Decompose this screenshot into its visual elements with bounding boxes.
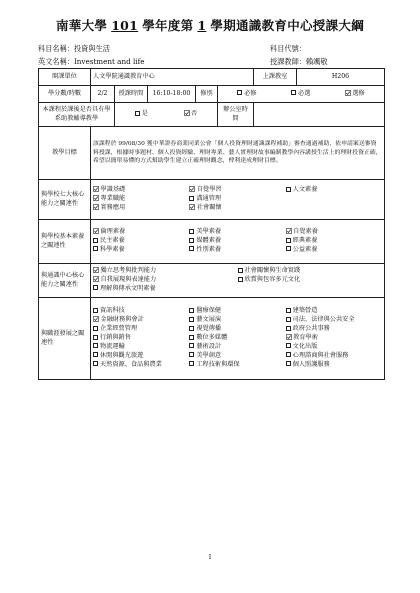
checkbox-label: 企業經營管理 [100,325,138,333]
checkbox-option[interactable] [238,267,383,276]
checkbox-icon[interactable] [189,335,194,340]
checkbox-label: 天然資源、食品與農業 [100,360,162,368]
checkbox-icon[interactable] [189,326,194,331]
checkbox-label: 行銷與銷售 [100,334,131,341]
type-label: 修別 [196,86,218,103]
checkbox-icon[interactable] [189,308,194,313]
row-career [39,298,385,380]
checkbox-label: 政府公共事務 [292,325,330,333]
checkbox-option[interactable] [286,343,382,352]
course-code: 科目代號： [270,44,306,53]
checkbox-icon[interactable] [237,90,242,95]
checkbox-label: 理解與傳承文明素養 [100,284,156,292]
room-label: 上課教室 [254,69,297,86]
checkbox-option[interactable] [189,307,285,316]
checkbox-label: 社會關懷與生命實踐 [244,267,301,275]
checkbox-option[interactable] [93,204,189,213]
checkbox-label: 學識基礎 [100,186,126,194]
checkbox-label: 藝術設計 [196,342,222,350]
checkbox-option[interactable] [286,361,382,370]
option-column [238,267,383,294]
basic-label: 與學校基本素養之關連性 [39,220,91,264]
checkbox-icon[interactable] [286,317,291,322]
checkbox-option[interactable] [93,343,189,352]
checkbox-icon[interactable] [93,285,98,290]
option-column [286,228,382,255]
title-suffix: 學期通識教育中心授課大綱 [210,18,364,33]
core-label: 與學校七大核心能力之關連性 [39,180,91,220]
option-column [286,186,382,213]
syllabus-table [38,68,385,380]
checkbox-icon[interactable] [189,361,194,366]
checkbox-option[interactable] [345,90,365,99]
checkbox-option[interactable] [93,237,189,246]
assist-label: 本課程於課後是否具有學系助教輔導教學 [39,103,115,127]
checkbox-icon[interactable] [189,196,194,201]
checkbox-option[interactable] [286,237,382,246]
row-center [39,264,385,298]
checkbox-icon[interactable] [286,326,291,331]
checkbox-option[interactable] [286,186,382,195]
checkbox-option[interactable] [189,325,285,334]
checkbox-option[interactable] [93,285,238,294]
checkbox-label: 倫理素養 [100,228,126,236]
checkbox-option[interactable] [237,90,256,99]
checkbox-label: 自我展現與表達能力 [100,276,157,283]
checkbox-label: 選修 [352,89,365,97]
checkbox-option[interactable] [93,276,238,285]
credit-value: 2/2 [91,86,115,103]
checkbox-label: 否 [191,110,198,117]
checkbox-option[interactable] [184,110,198,119]
goal-text: 該課程於 99/08/30 獲中華證券商業同業公會「個人投資理財通識課程補助」審查通過補助，依申請案送審資料授課，根據時事題材、個人投資經驗、理財專業、藝人實理財故事編制教學內容講授生活上的理財投資正確，希望以簡單易懂的方式幫助學生建立正確理財觀念，俾利達成理財目標。 [91,127,385,180]
unit-value: 人文學院通識教育中心 [91,69,254,86]
checkbox-option[interactable] [93,334,189,343]
checkbox-icon[interactable] [238,277,243,282]
checked-checkbox-icon[interactable] [93,228,99,234]
checkbox-label: 美學素養 [196,228,222,236]
checkbox-icon[interactable] [286,352,291,357]
checkbox-label: 自覺學習 [196,186,222,194]
checkbox-label: 司法、法律與公共安全 [292,316,355,324]
checkbox-label: 人文素養 [292,186,318,194]
checkbox-option[interactable] [93,352,189,361]
checkbox-icon[interactable] [286,238,291,243]
checkbox-option[interactable] [286,228,382,237]
center-label: 與通識中心核心能力之關連性 [39,264,91,298]
core-options [91,180,385,220]
time-label: 授課時間 [115,86,148,103]
row-core [39,180,385,220]
checkbox-option[interactable] [93,195,189,204]
office-label: 辦公室時 間 [218,103,254,127]
checked-checkbox-icon[interactable] [93,267,99,273]
checkbox-label: 休閒與觀光旅遊 [100,351,144,359]
checked-checkbox-icon[interactable] [93,204,99,210]
checkbox-icon[interactable] [93,238,98,243]
checkbox-option[interactable] [189,316,285,325]
checkbox-option[interactable] [286,334,382,343]
page-number: 1 [208,554,212,561]
checkbox-icon[interactable] [93,343,98,348]
term-number: 1 [197,18,207,33]
option-column [189,228,285,255]
checkbox-option[interactable] [93,246,189,255]
office-value [254,103,385,127]
checkbox-option[interactable] [135,110,148,119]
checkbox-label: 欣賞與包容多元文化 [244,276,301,283]
checkbox-label: 民主素養 [100,237,125,244]
checkbox-icon[interactable] [286,187,291,192]
career-options [91,298,385,380]
checkbox-label: 社會關懷 [196,203,222,211]
checkbox-icon[interactable] [189,352,194,357]
checkbox-label: 獨立思考與批判能力 [100,267,157,275]
checkbox-option[interactable] [286,325,382,334]
basic-options [91,220,385,264]
checkbox-option[interactable] [189,228,285,237]
center-options [91,264,385,298]
checkbox-option[interactable] [189,204,285,213]
row-unit [39,69,385,86]
checkbox-option[interactable] [238,276,383,285]
checkbox-option[interactable] [189,246,285,255]
unit-label: 開課單位 [39,69,91,86]
checkbox-label: 媒體素養 [196,237,222,244]
checkbox-label: 是 [141,110,148,117]
career-label: 與職涯發展之關連性 [39,298,91,380]
year-suffix: 學年度第 [142,18,194,33]
checkbox-option[interactable] [93,186,189,195]
checkbox-icon[interactable] [93,326,98,331]
checked-checkbox-icon[interactable] [93,316,99,322]
checkbox-icon[interactable] [93,335,98,340]
row-credit [39,86,385,103]
checkbox-icon[interactable] [238,268,243,273]
page-title [0,16,420,34]
option-column [93,307,189,370]
checked-checkbox-icon[interactable] [286,334,292,340]
checkbox-label: 數位多媒體 [196,334,228,341]
checkbox-label: 個人照護服務 [292,360,330,368]
option-column [189,307,285,370]
course-name: 科目名稱：投資與生活 [38,44,110,53]
checkbox-label: 教育學術 [293,334,318,341]
checkbox-option[interactable] [93,361,189,370]
checkbox-option[interactable] [291,90,310,99]
academic-year: 101 [111,18,139,33]
checkbox-option[interactable] [286,316,382,325]
checkbox-option[interactable] [189,334,285,343]
assist-options [115,103,218,127]
checkbox-label: 建築營造 [292,307,318,315]
checkbox-option[interactable] [189,352,285,361]
checkbox-option[interactable] [93,307,189,316]
checkbox-icon[interactable] [291,90,296,95]
checkbox-label: 實務應用 [100,203,126,211]
checkbox-icon[interactable] [93,361,98,366]
checkbox-icon[interactable] [189,229,194,234]
checkbox-icon[interactable] [189,238,194,243]
checkbox-option[interactable] [189,237,285,246]
option-column [93,228,189,255]
checkbox-option[interactable] [93,228,189,237]
checkbox-label: 專業職能 [100,195,126,202]
checkbox-icon[interactable] [93,308,98,313]
checkbox-option[interactable] [93,316,189,325]
option-column [93,186,189,213]
checkbox-label: 心理諮商與社會服務 [292,351,349,359]
checked-checkbox-icon[interactable] [93,276,99,282]
checkbox-label: 自覺素養 [293,228,318,236]
checkbox-option[interactable] [189,195,285,204]
checkbox-icon[interactable] [286,361,291,366]
checkbox-icon[interactable] [286,308,291,313]
row-goal [39,127,385,180]
checked-checkbox-icon[interactable] [184,110,190,116]
school-name: 南華大學 [55,18,108,33]
checkbox-label: 醫療保健 [196,307,222,315]
option-column [189,186,285,213]
teacher: 授課教師：賴颯敬 [270,57,328,66]
checkbox-option[interactable] [93,325,189,334]
row-basic [39,220,385,264]
credit-label: 學分數/時數 [39,86,91,103]
checked-checkbox-icon[interactable] [93,195,99,201]
room-value: H206 [297,69,385,86]
checkbox-icon[interactable] [286,246,291,251]
checkbox-label: 藝文展演 [196,316,222,324]
checkbox-icon[interactable] [93,246,98,251]
checkbox-option[interactable] [286,307,382,316]
checkbox-label: 溝通管理 [196,195,222,202]
checkbox-label: 科學素養 [100,245,125,253]
checkbox-label: 公益素養 [292,245,318,253]
checked-checkbox-icon[interactable] [345,90,351,96]
row-assist [39,103,385,127]
checkbox-label: 性別素養 [196,245,222,253]
checkbox-icon[interactable] [135,111,140,116]
english-name: 英文名稱：Investment and life [38,57,145,66]
checkbox-option[interactable] [93,267,238,276]
option-column [286,307,382,370]
checkbox-option[interactable] [189,186,285,195]
type-options [218,86,385,103]
checkbox-icon[interactable] [189,317,194,322]
checkbox-option[interactable] [189,343,285,352]
checkbox-icon[interactable] [286,343,291,348]
checkbox-icon[interactable] [189,246,194,251]
checkbox-icon[interactable] [189,343,194,348]
checkbox-option[interactable] [286,246,382,255]
checked-checkbox-icon[interactable] [93,186,99,192]
checkbox-label: 視覺傳播 [196,325,222,333]
goal-label: 教學目標 [39,127,91,180]
checkbox-option[interactable] [189,361,285,370]
checkbox-label: 必選 [298,89,311,97]
checkbox-label: 必修 [244,89,257,97]
checked-checkbox-icon[interactable] [286,228,292,234]
checkbox-label: 金融財務與會計 [100,316,144,324]
time-value: 16:10-18:00 [148,86,196,103]
checkbox-label: 美學創意 [196,351,222,359]
checkbox-label: 工程技術與環保 [196,360,240,368]
checkbox-label: 資訊科技 [100,307,125,315]
checkbox-label: 經典素養 [292,237,318,244]
checked-checkbox-icon[interactable] [189,186,195,192]
checked-checkbox-icon[interactable] [189,204,195,210]
checkbox-icon[interactable] [93,352,98,357]
checkbox-label: 文化出版 [292,342,318,350]
option-column [93,267,238,294]
checkbox-option[interactable] [286,352,382,361]
checkbox-label: 物流運輸 [100,342,125,350]
